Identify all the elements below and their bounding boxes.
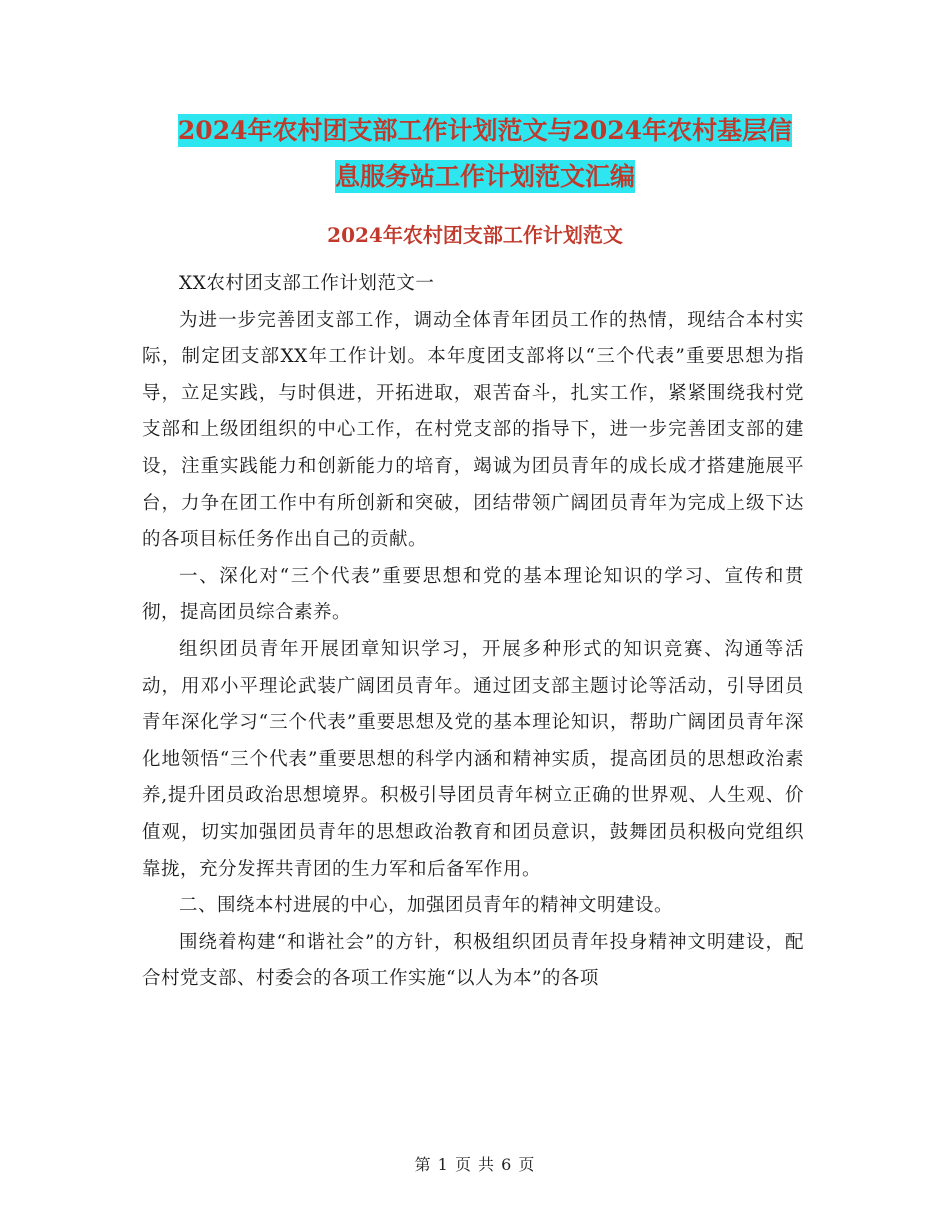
document-title — [140, 108, 830, 200]
title-line-2: 息服务站工作计划范文汇编 — [334, 162, 635, 191]
paragraph: 组织团员青年开展团章知识学习，开展多种形式的知识竞赛、沟通等活动，用邓小平理论武装广阔团员青年。通过团支部主题讨论等活动，引导团员青年深化学习“三个代表”重要思想及党的基本理论知识，帮助广阔团员青年深化地领悟“三个代表”重要思想的科学内涵和精神实质，提高团员的思想政治素养,提升团员政治思想境界。积极引导团员青年树立正确的世界观、人生观、价值观，切实加强团员青年的思想政治教育和团员意识，鼓舞团员积极向党组织靠拢，充分发挥共青团的生力军和后备军作用。 — [142, 638, 804, 880]
page-number-footer: 第 1 页 共 6 页 — [414, 1155, 536, 1174]
paragraph: 为进一步完善团支部工作，调动全体青年团员工作的热情，现结合本村实际，制定团支部XX年工作计划。本年度团支部将以“三个代表”重要思想为指导，立足实践，与时俱进，开拓进取，艰苦奋斗，扎实工作，紧紧围绕我村党支部和上级团组织的中心工作，在村党支部的指导下，进一步完善团支部的建设，注重实践能力和创新能力的培育，竭诚为团员青年的成长成才搭建施展平台，力争在团工作中有所创新和突破，团结带领广阔团员青年为完成上级下达的各项目标任务作出自己的贡献。 — [142, 309, 804, 551]
body-text — [142, 266, 804, 998]
paragraph: 二、围绕本村进展的中心，加强团员青年的精神文明建设。 — [179, 895, 674, 917]
paragraph: XX农村团支部工作计划范文一 — [179, 273, 435, 294]
title-line-1: 2024年农村团支部工作计划范文与2024年农村基层信 — [177, 116, 793, 145]
paragraph: 一、深化对“三个代表”重要思想和党的基本理论知识的学习、宣传和贯彻，提高团员综合素养。 — [142, 565, 804, 624]
section-title: 2024年农村团支部工作计划范文 — [327, 223, 623, 247]
paragraph: 围绕着构建“和谐社会”的方针，积极组织团员青年投身精神文明建设，配合村党支部、村委会的各项工作实施“以人为本”的各项 — [142, 931, 804, 990]
